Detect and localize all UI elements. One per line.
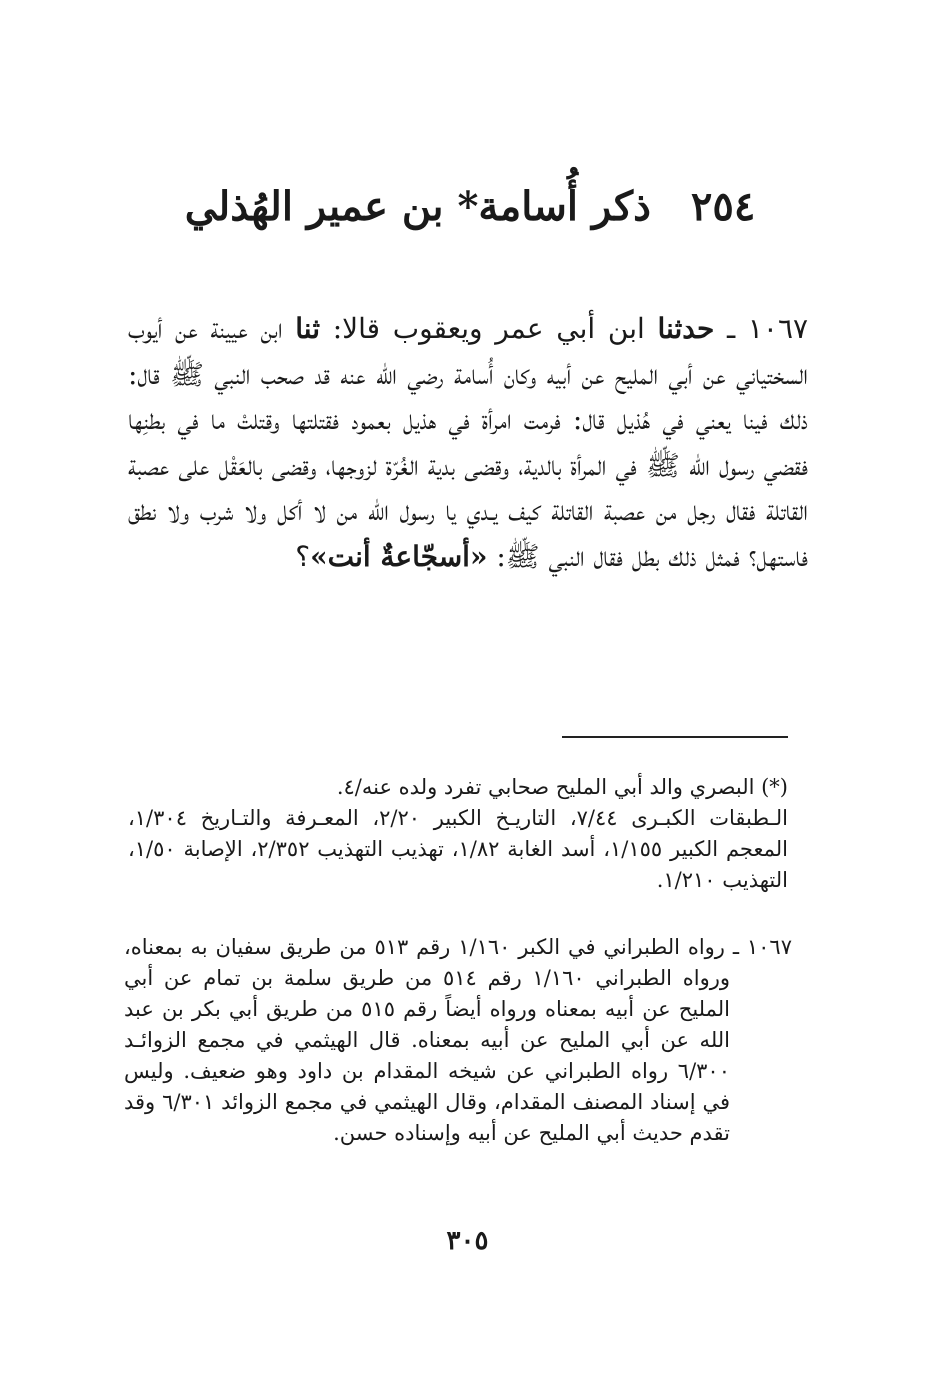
chapter-title: ذكر أُسامة* بن عمير الهُذلي [184, 182, 651, 230]
hadith-quote: «أسجّاعةٌ أنت» [310, 539, 488, 573]
hadith-opening: حدثنا [657, 312, 715, 345]
page-number: ٣٠٥ [446, 1226, 489, 1256]
hadith-text-part2: ابن عيينة عن أيوب السختياني عن أبي المليح عن أبيه وكان أُسامة رضي الله عنه قد صحب النبي ﷺ قال: ذلك فينا يعني في هُذيل قال: فرمت امرأة في هذيل بعمود فقتلتها وقتلتْ ما في بطنِها فقضي رسول الله ﷺ في المرأة بالدية، وقضى بدية الغُرّة لزوجها، وقضى بالعَقْل على عصبة القاتلة فقال رجل من عصبة القاتلة كيف يـدي يا رسول الله من لا أكل ولا شرب ولا نطق فاستهل؟ فمثل ذلك بطل فقال النبي ﷺ: [128, 312, 808, 573]
hadith-sanad-word: ثنا [295, 312, 321, 345]
footnote-1067 [124, 932, 792, 1149]
hadith-text [128, 306, 808, 579]
footnote-star [128, 772, 788, 896]
chapter-heading [150, 177, 790, 237]
footnote-1067-text: ١٠٦٧ ـ رواه الطبراني في الكبر ١/١٦٠ رقم ٥١٣ من طريق سفيان به بمعناه، ورواه الطبراني ١/١٦٠ رقم ٥١٤ من طريق سلمة بن تمام عن أبي المليح عن أبيه بمعناه ورواه أيضاً رقم ٥١٥ من طريق أبي بكر بن عبد الله عن أبي المليح عن أبيه بمعناه. قال الهيثمي في مجمع الزوائـد ٦/٣٠٠ رواه الطبراني عن شيخه المقدام بن داود وهو ضعيف. وليس في إسناد المصنف المقدام، وقال الهيثمي في مجمع الزوائد ٦/٣٠١ وقد تقدم حديث أبي المليح عن أبيه وإسناده حسن. [124, 935, 792, 1145]
footnote-separator [562, 736, 788, 738]
hadith-quote-end: ؟ [295, 539, 311, 573]
hadith-number: ١٠٦٧ ـ [726, 312, 809, 345]
hadith-text-part1: ابن أبي عمر ويعقوب قالا: [332, 312, 645, 345]
footnote-star-line-2: الـطبقات الكبـرى ٧/٤٤، التاريـخ الكبير ٢/٢٠، المعـرفة والتـاريخ ١/٣٠٤، المعجم الكبير ١/١٥٥، أسد الغابة ١/٨٢، تهذيب التهذيب ٢/٣٥٢، الإصابة ١/٥٠، التهذيب ١/٢١٠. [128, 806, 788, 892]
footnote-star-line-1: (*) البصري والد أبي المليح صحابي تفرد ولده عنه/٤. [336, 775, 788, 799]
chapter-number: ٢٥٤ [690, 182, 756, 230]
